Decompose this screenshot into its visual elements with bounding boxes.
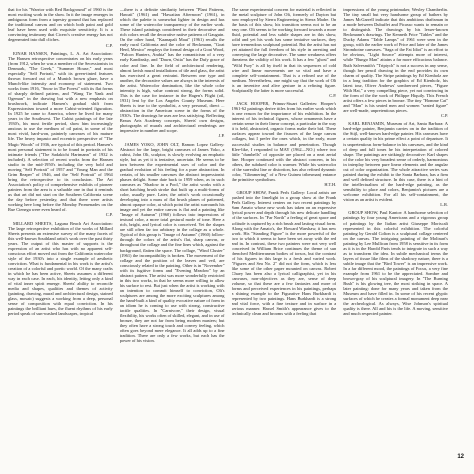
column-2: [120, 7, 225, 467]
author-initials: H.T.H.: [324, 182, 337, 188]
paragraph: MILLARD SHEETS, Laguna Beach Art Association: The large retrospective exhibition of the works of Millard Sheets presents an extensive survey of the many facets of this well-known Southland artist's work over the past thirty years. The output of this master of supports is the expression of an artist who has with no apparent self-conscious effort moved out from the California watercolor style of the 1930's into a single example of aesthetic conviction. What is fundamental in his work is the artist's creation of a colorful and poetic world. Of the many crafts in which he has been active, Sheets assumes a different way in each case. In each, his identity, letting only a kind of vital inner spirit emerge. Sheets' ability to reconcile media and shapes, qualities and themes of activity (painting, drawing, mural and architectural design, stained glass, mosaic) suggests a working from a deep, personal sense of composition with equal conviction. In his paintings the brilliant hues, the fluent rhythms of his early period speak of sun-washed landscapes, tropical: [8, 220, 113, 317]
author-initials: C.P.: [105, 42, 113, 48]
author-initials: C.P.: [105, 212, 113, 218]
column-1: [8, 7, 113, 467]
paragraph: The same experimental concern for material is reflected in the metal sculpture of John Olt, formerly of Dayton but now employed by Sierra Engineering in Sierra Madre. On the basis of this show, his transition seems not to be an easy one. Olt seems to be working forward towards a more fluid, potential and less subtle shapes are in this show, solid and yet his work has some tentative surfaces, they have tremendous sculptural potential. But the artist has not yet attained the full freedom of his style in arresting and conveying the large decorative. The same weakness offers threatens the validity of his work. It has a few "ghost" and "Wild Fury" is all by itself in that its sequences of cold wire and linear movements are so vital and have a complete self-containment. That is a refined use of the medium. Nevertheless, one might say that the work of Olt is an inventive and alive gesture in a refining figure. Sculpturally the latter is more successful.: [231, 7, 337, 93]
paragraph: GROUP SHOW, Frank Perls Gallery: Local artists are pushed into the limelight in a group show at the Frank Perls Gallery. Interest centers on two recent paintings by Sam Amato whose new work has taken on an expressive lyrical power and depth through his new delicate handling of the surfaces. In "Far North" a feeling of great space and solitude is captured by a rich brush and lasting visual form. Along with the Amato's, the Howard Warshaw, it has new work. His "Standing Figure" is the more powerful of the two to which it seems to have been set away with the red and in. In contrast, these two painters were not very well conceived in William Brice continues the theme of sun drenched Mediterranean bodies of torsos, but the contrast of his figures in this large is a fresh and varied work. "Figures and Sea No. 2" did not the form, which is less like some of the other paper mounted on canvas. Robert Chuey has been also a lyrical calligraphist, yet in his canvases, non-objectives as they are, sense of deep volume, so that these are a few fantasies and more of forms and perceived experiences in his paintings, perhaps a shining example to the Figurative Hans Burkhardt is represented by two paintings. Hans Burkhardt is a strong and vital force, with a fine texture and in surface in a serious manner. Hassel Smith's appearance gives to the technically clean and brooms with a feeling that: [231, 190, 337, 317]
page-number: 12: [457, 454, 464, 460]
text-columns: [8, 7, 448, 467]
paragraph: KARL BENJAMIN, Museum of Art, Santa Barbara: A hard-edge painter, Benjamin carries on in the tradition of the Stijl, well-known hard-edge painter. His canvases have a certain quality in his prime effect a point of departure. It is unpretentious form-balance in his canvases, and the kind of deep and full tones he his interpretation of colored shape. The paintings are strikingly decorative: Karl shapes of the color his very broadest sense of orderly, harmonious in interplay between pure linear elements and the angular cut of color organization. The whole attractive series was painted during the exhibit to the Santa Barbara, has a firm and well defined structure. In this case, there is a hint of the intellectualism of the hard-edge painting, as the sensibility to place and colors, Benjamin's pictures are a welcome exhibition. For all his self-containment, the vision as an artist is evident.: [343, 121, 448, 203]
paragraph: JAMES YOKO, JOHN OLT, Ramon Lopez Gallery: Abstract for the large, bright canvases of James Yoko, a cubist, John Olt, sculptor, is slowly evolving an emphatic style, but as yet it is tentative, uncertain. He seems to be torn between the experimental uses of color and the gradual evolution of his feeling for a pure abstraction. In certain, of his smaller canvases the abstract impressionist phases delight. Some date back to 1959 when, as in such canvases as "Shadow in a Pool," the artist works with a short hatching brush stroke that built up a multi-forms of color, usually pure. Later, the artist's work occasionally developing into a mass of flat brush planes of patterned, almost opaque color, at which point the artist surrounds his image and yet the entire canvas is flat and a painting like "Image of Autumn" (1960) follows into impressions of textural color, a more total gestural mode of tone. Here a rich, bright, and lyrical color is conceived. Yet the shapes are still often far too arbitrary in the collage as a whole. Typical of this group is "Image of Autumn" (1960) follow-through the colors of the artist's flat, sharp canvas, or throughout the collage and the fine lines which, against the background, flatten the space. The collage, "Wind Cluster" (1961) the incompatibility is broken. The movement of the collage and the position of the leaves and veil, are consciously related to the painting. Other is in "November" with its fugitive forms and "Evening Meadow" by an abstract pattern. The artist was more wonderfully restricted in this two works, in that he seems more willing to allow his surface to rest. But just when the artist is working with an intention to commit himself to conviction, Olt's sculptures are among the more exciting sculptures among the hand-built a kind of quality evocative nature of form in an idiom he is coming to use with strong, constructive tactile qualities. In "Carnivore," their design, visual flexibility, his works often of skilled, elegant, and in use of bronze, they are not far from being modern masters; but they often have a strong touch and convey feeling, which often goes beyond mere elegance. It all adds up to a fine tradition. There are only a few works, but each has the power of his vision.: [119, 141, 225, 344]
paragraph: GROUP SHOW, Paul Kantor: A handsome selection of paintings by four young Americans and a vigorous group of paintings by the Italian artist Giuseppe Moriscali represented in this colorful exhibition. The colorful painting by Gerald Colton is a sculptural collage centered on the canvas. The intriguing painting of the Molinari's painting by Lee Mullican from 1958 is sensitive in its form as it is in the Harold Paris tends to integrate in such a way as to transform the idea. In subtle mechanical terms the layers of tissue like films of the shadowy nature, there is a subtle image that the "Bird Tower" is an impressive work. In a far different mood, the paintings of Focus, a very fine example from 1961 to be the appreciated. Sombre and brown-gray of his sculptural imagery. In "The Burning Bush" is his glowing tree, the most striking in space. A later painting: done for many years and taken from the Museum and have filled in. In some of his recent glyptic surfaces of which he creates a formal monument deep near the archeological. As always, Wise Johnson's spiritual quality is there. All and his is the life. A moving, sensitive and much respected painter.: [343, 210, 448, 317]
paragraph: —there is a definite similarity between "Plant Patterns, Hawaii" (1961) and "Hawaiian Afternoon" (1961), in which the palette is somewhat lighter in design and has some of the watercolor transparency of the earlier work. These island paintings considered in their decorative and rich colors recall the decorative native patterns of Gauguin. On the other hand, "Kaanapali Maui" (1961) recalls the early rural California and the color of Beckmann, "Goat Herd, Mexico" employs the formal design of a Goat Wood, "Falcon Hunters, Arabia" has the romanticism of a very early Kandinsky, and "Dawn, Ostia" has the Dufy grace of color and line. In the field of architectural rendering, almost lavish mural installations of tile and glass, the artist has exercised a great restraint. Between one type and another, the decorative values are always in the interests of the artist. Watercolor domination, like the whole color intensity is high, value contrast strong, the forms solid. This is the case for instance in the Hagen's Flight (oil, 1931) lent by the Los Angeles County Museum. Here Sheets is true to the symbolist, a very personal, direct ... abstraction in the American scene in the forms of the 1930's. The drawings he uses are less satisfying. Reflecting Beaux Arts Academy concepts, Sheets' own designs, photographs of murals and architectural renderings are impressive in number and scope.: [119, 7, 225, 134]
column-3: [232, 7, 337, 467]
column-4: [343, 7, 448, 467]
paragraph: JACK HOOPER, Primus-Stuart Galleries: Hooper's 1961-62 paintings derive titles from his earlier work which is one reason for the importance of his exhibition. In the interest of his technical figures, whose ornaments have a certain sense in their linear concept, a particular in the way it is held, abstracted, organic forms make their bid. These surfaces appear toward the fissures of the large canvas collages, but I prefer the ones which, in the early, more successful studies in balance and penetration. Though Klee-like, I responded to MAY (1962—NO.) where two little "dumbells" of opposite are placed on a neat aerial line. Hooper continued with the abstract concern, in his others, the subdued color is warmer. While his watercolor of the surrealist line or distortion, has also refined dynamic color, "Glimmering" of a New Guinea tribesman) entance the primitive symbolism.: [231, 101, 337, 182]
author-initials: C.P.: [440, 113, 448, 119]
author-initials: J.P.: [218, 133, 225, 139]
paragraph: impressions of the young printmaker, Wesley Chamberlin. The tiny small but very handsome group of bathers by James McGarrell indicate that this ambitious draftsman in a mode between Dubuffet and Picasso wants to remain or to distinguish. The drawings by his lesser-known Beckmann's drawings. The Kenneth Price "Tables" and the Ducky Adams "Table Lamps" of 1961 were seen in the group, with the earlier work of Price and later of the James Strombotne canvases. "Saga of the Fat Idiot" is an effort to be obvious, "Light Source" attempts more of interest, while "Bungo Man" attains a far more efficacious balance. Ruth Salvesmith's "Triptych" is not a success in any sense, though her pencil drawing in the end provides its own charm of quality. The Stripe paintings by Ed Kienholz are in a long tradition for the graphics of Ed Kienholz, his latest tour, Oliver Andrews' sombreroed pieces, "Figure With Hat," a very compelling piece, yet not convincing in the form of the the work of Philippe Hiquily. This French artist offers a few pieces in bronze. The tiny "Homme Cat" and "Man" is his seated men and women "seated figure" are well-made, unpretentious pieces.: [343, 7, 448, 113]
author-initials: C.P.: [329, 93, 337, 99]
paragraph: that for his "Warrior with Red Background" of 1960 is the most exciting work in the show. In it the image emerges in ambiguous form from a tapestry ground that has replaced the traditional canvas and on which both paint and gold leaf have been used with exquisite sensitivity. It is a convincing testimony that Cicero's creative energy has not degenerated into dull cliches.: [8, 7, 113, 43]
paragraph: EJNAR HANSEN, Paintings, L. A. Art Association: The Hansen retrospective concentrates on his early years (from 1912, when he was a member of the Secessionists in Denmark, "The Creek," "Summer House," and most especially "Self Portrait," with its green-tinted features thrown forward out of a Munich brown glaze, have a Munch-like intensity and economy of statement. Two works from 1916, "Snow in The Forest" with its flat forms of sharply defined pattern, and "Wang Tie Yank and Ogeman" in the drawing but with a new emphasis on brushwork, indicate Hansen's gradual shift from Expressionism toward a more Cubist-oriented figuration. In 1925 he came to America, where he lived for many years in the Southwest. The Cubist paintings of the late 1930's, his most fertile period, show him increasingly anxious to use the medium of oil paint, in some of the most vivid, hard-won, painterly canvases of his mature life. The heavy impasto and eccentric perspective of "The Magic Woods" of 1936, are typical of this period. Hansen's most personal statement is to be found in portraits of his intimate friends ("The Sadakichi Hartmann" of 1932 is included). A selection of recent works from the Hansen studio in the mid-1950's including the very bold and moving "Self Portrait" of 1957 and "Young Man and the Grim Reaper" of 1946, and the "Self Portrait" of 1964 bring the retrospective to its conclusion. The Art Association's policy of comprehensive exhibits of pioneer painters from the area is a valuable one in that it reminds us that art did not start on the Southern California scene the day before yesterday, and that there were artists working here long before the Monday Promenades on the Rue Cienega were even heard of.: [8, 50, 113, 213]
author-initials: L.R.: [440, 202, 448, 208]
